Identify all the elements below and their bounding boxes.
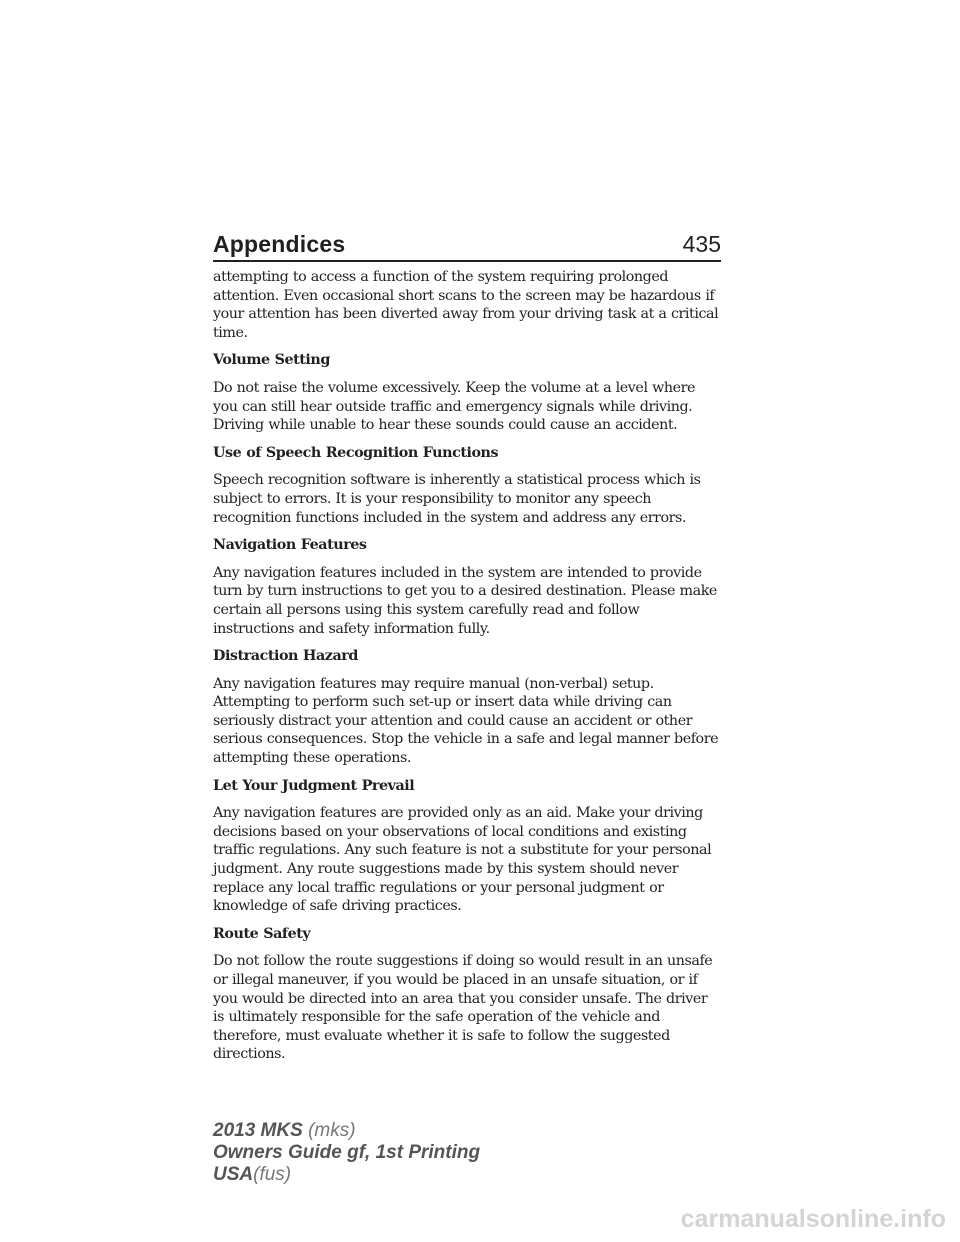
page-body [213,268,721,1073]
page-header [213,228,721,262]
footer-line-model [213,1120,480,1142]
section-title: Appendices [213,231,346,257]
paragraph-distraction-hazard: Any navigation features may require manual (non-verbal) setup. Attempting to perform such set-up or insert data while driving can seriously distract your attention and could cause an accident or other serious consequences. Stop the vehicle in a safe and legal manner before attempting these operations. [213,675,719,767]
paragraph-judgment-prevail: Any navigation features are provided only as an aid. Make your driving decisions based on your observations of local conditions and existing traffic regulations. Any such feature is not a substitute for your personal judgment. Any route suggestions made by this system should never replace any local traffic regulations or your personal judgment or knowledge of safe driving practices. [213,805,712,915]
paragraph-route-safety: Do not follow the route suggestions if doing so would result in an unsafe or illegal maneuver, if you would be placed in an unsafe situation, or if you would be directed into an area that you consider unsafe. The driver is ultimately responsible for the safe operation of the vehicle and therefore, must evaluate whether it is safe to follow the suggested directions. [213,953,713,1063]
page-number: 435 [682,231,721,257]
footer-market-code: (fus) [253,1164,292,1185]
footer-market: USA [213,1164,254,1185]
paragraph-volume-setting: Do not raise the volume excessively. Keep the volume at a level where you can still hear outside traffic and emergency signals while driving. Driving while unable to hear these sounds could cause an accident. [213,379,696,434]
intro-paragraph: attempting to access a function of the system requiring prolonged attention. Even occasional short scans to the screen may be hazardous if your attention has been diverted away from your driving task at a critical time. [213,269,719,341]
paragraph-speech-recognition: Speech recognition software is inherently a statistical process which is subject to errors. It is your responsibility to monitor any speech recognition functions included in the system and address any errors. [213,472,701,526]
footer-line-guide [213,1142,480,1164]
heading-route-safety: Route Safety [213,925,311,942]
heading-navigation-features: Navigation Features [213,537,367,554]
footer-guide: Owners Guide gf, 1st Printing [213,1142,481,1163]
footer-model-code: (mks) [308,1120,356,1141]
site-watermark: carmanualsonline.info [680,1205,946,1233]
print-footer [213,1120,480,1186]
footer-model: 2013 MKS [213,1120,303,1141]
heading-judgment-prevail: Let Your Judgment Prevail [213,777,415,794]
heading-volume-setting: Volume Setting [213,352,330,369]
heading-distraction-hazard: Distraction Hazard [213,648,358,665]
footer-line-market [213,1164,480,1186]
paragraph-navigation-features: Any navigation features included in the system are intended to provide turn by turn instructions to get you to a desired destination. Please make certain all persons using this system carefully read and follow instructions and safety information fully. [213,564,717,637]
heading-speech-recognition: Use of Speech Recognition Functions [213,444,499,461]
